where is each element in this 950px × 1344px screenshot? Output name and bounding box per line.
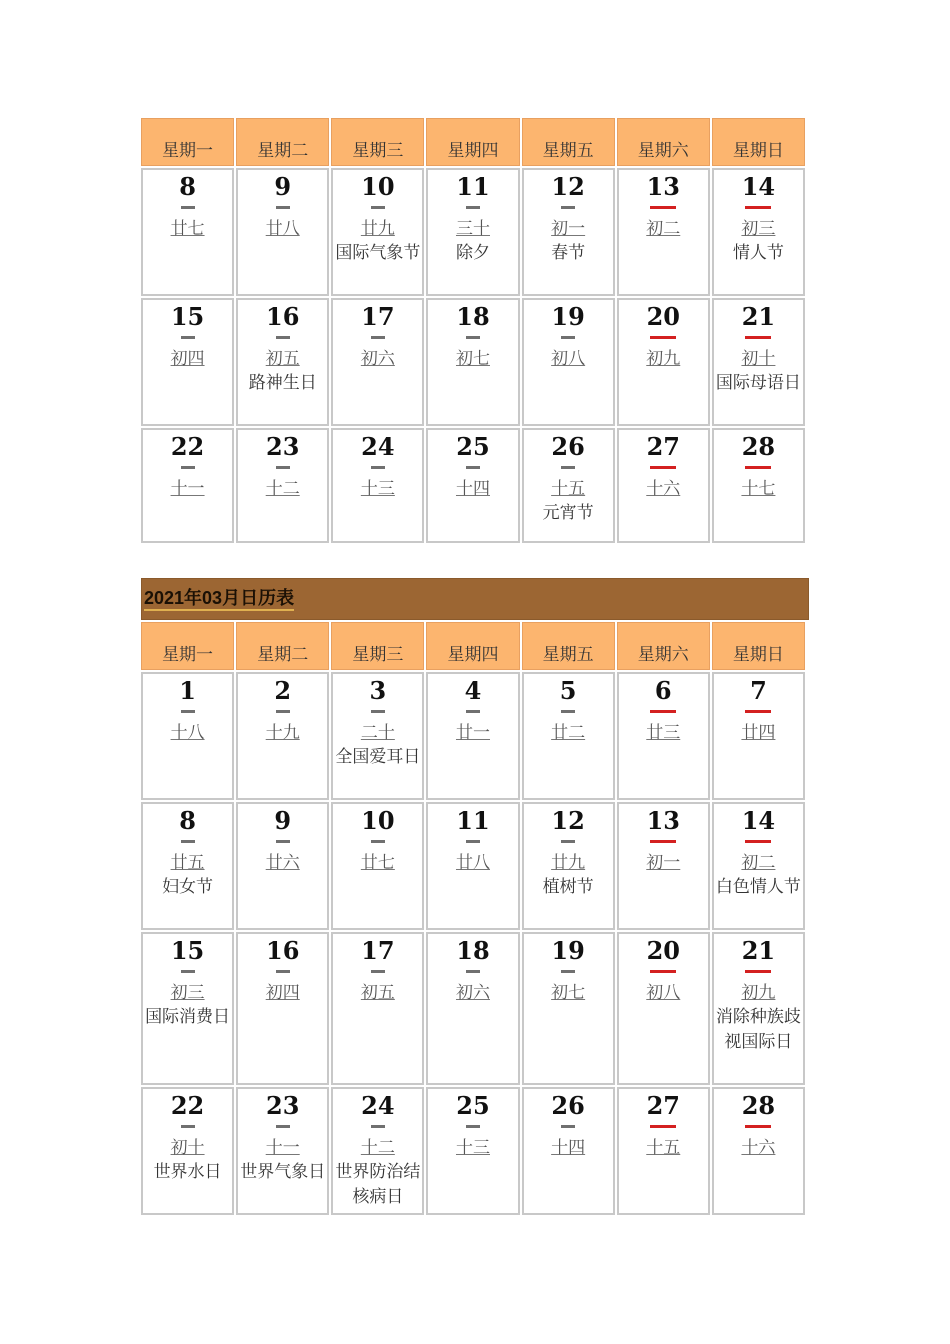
weekday-label: 星期日 (732, 141, 784, 161)
weekday-header (522, 622, 615, 670)
day-number: 17 (361, 302, 395, 331)
festival-label: 植树节 (542, 877, 594, 897)
lunar-date-link[interactable]: 十一 (170, 479, 205, 499)
day-number: 28 (741, 432, 776, 461)
day-number: 4 (464, 676, 482, 705)
day-number: 12 (551, 806, 585, 835)
lunar-date-link[interactable]: 十七 (741, 479, 776, 499)
weekday-header-row (141, 118, 805, 166)
lunar-date-link[interactable]: 十三 (455, 1138, 490, 1158)
lunar-date-link[interactable]: 廿八 (455, 853, 490, 873)
lunar-date-link[interactable]: 初七 (551, 983, 586, 1003)
weekend-marker (745, 970, 771, 973)
lunar-date-link[interactable]: 廿四 (741, 723, 776, 743)
week-row (141, 298, 805, 426)
day-number: 24 (361, 1091, 395, 1120)
day-cell[interactable] (426, 1087, 519, 1215)
weekday-header (236, 622, 329, 670)
weekday-header (617, 622, 710, 670)
day-cell[interactable] (141, 298, 234, 426)
weekend-marker (745, 710, 771, 713)
day-cell[interactable] (236, 168, 329, 296)
day-cell[interactable] (617, 1087, 710, 1215)
weekday-marker (276, 1125, 290, 1128)
lunar-date-link[interactable]: 廿七 (170, 219, 205, 239)
day-cell[interactable] (617, 168, 710, 296)
weekday-marker (276, 336, 290, 339)
weekday-label: 星期六 (637, 141, 689, 161)
day-number: 2 (274, 676, 292, 705)
festival-label: 路神生日 (248, 373, 317, 393)
day-number: 23 (266, 432, 300, 461)
day-number: 11 (456, 806, 490, 835)
day-cell[interactable] (712, 168, 805, 296)
day-cell[interactable] (522, 168, 615, 296)
day-number: 28 (741, 1091, 776, 1120)
lunar-date-link[interactable]: 十五 (646, 1138, 681, 1158)
day-number: 26 (551, 432, 585, 461)
day-cell[interactable] (617, 298, 710, 426)
weekday-marker (466, 336, 480, 339)
day-cell[interactable] (712, 672, 805, 800)
lunar-date-link[interactable]: 初十 (741, 349, 776, 369)
lunar-date-link[interactable]: 廿八 (265, 219, 300, 239)
weekday-header (141, 622, 234, 670)
day-number: 24 (361, 432, 395, 461)
day-number: 1 (179, 676, 196, 705)
weekday-header (712, 622, 805, 670)
weekday-header (141, 118, 234, 166)
day-number: 6 (654, 676, 672, 705)
lunar-date-link[interactable]: 十四 (551, 1138, 586, 1158)
day-cell[interactable] (712, 802, 805, 930)
day-cell[interactable] (712, 428, 805, 543)
march-calendar (141, 578, 809, 1217)
festival-label: 春节 (551, 243, 586, 263)
weekday-marker (561, 336, 575, 339)
weekday-marker (371, 336, 385, 339)
lunar-date-link[interactable]: 初二 (646, 219, 681, 239)
day-cell[interactable] (141, 672, 234, 800)
weekday-label: 星期一 (162, 141, 214, 161)
lunar-date-link[interactable]: 十三 (360, 479, 395, 499)
day-number: 17 (361, 936, 395, 965)
lunar-date-link[interactable]: 初三 (741, 219, 776, 239)
lunar-date-link[interactable]: 十五 (551, 479, 586, 499)
weekday-marker (466, 970, 480, 973)
day-cell[interactable] (236, 672, 329, 800)
festival-label: 世界水日 (153, 1162, 222, 1182)
day-number: 25 (456, 1091, 490, 1120)
week-row (141, 802, 805, 930)
weekend-marker (745, 1125, 771, 1128)
lunar-date-link[interactable]: 廿三 (646, 723, 681, 743)
day-number: 14 (741, 172, 776, 201)
lunar-date-link[interactable]: 廿九 (360, 219, 395, 239)
weekday-header (617, 118, 710, 166)
day-cell[interactable] (141, 802, 234, 930)
weekday-header (426, 622, 519, 670)
weekday-marker (276, 970, 290, 973)
lunar-date-link[interactable]: 十二 (265, 479, 300, 499)
day-cell[interactable] (426, 168, 519, 296)
day-cell[interactable] (331, 932, 424, 1085)
weekday-marker (561, 840, 575, 843)
lunar-date-link[interactable]: 初九 (741, 983, 776, 1003)
lunar-date-link[interactable]: 十二 (360, 1138, 395, 1158)
weekday-marker (181, 1125, 195, 1128)
day-cell[interactable] (331, 672, 424, 800)
lunar-date-link[interactable]: 初五 (265, 349, 300, 369)
day-number: 14 (741, 806, 776, 835)
lunar-date-link[interactable]: 初二 (741, 853, 776, 873)
day-cell[interactable] (236, 428, 329, 543)
weekday-marker (181, 336, 195, 339)
day-number: 3 (369, 676, 387, 705)
weekday-marker (561, 710, 575, 713)
month-title: 2021年03月日历表 (144, 588, 294, 611)
day-cell[interactable] (522, 298, 615, 426)
day-number: 16 (266, 302, 300, 331)
day-number: 27 (646, 432, 680, 461)
weekend-marker (650, 466, 676, 469)
weekday-label: 星期三 (352, 645, 404, 665)
lunar-date-link[interactable]: 十九 (265, 723, 300, 743)
festival-label: 白色情人节 (715, 877, 801, 897)
day-number: 18 (456, 302, 490, 331)
day-number: 15 (170, 302, 205, 331)
weekend-marker (650, 1125, 676, 1128)
day-number: 27 (646, 1091, 680, 1120)
lunar-date-link[interactable]: 十六 (741, 1138, 776, 1158)
day-cell[interactable] (617, 672, 710, 800)
weekday-marker (466, 840, 480, 843)
weekday-label: 星期一 (162, 645, 214, 665)
day-cell[interactable] (141, 168, 234, 296)
weekend-marker (745, 840, 771, 843)
day-cell[interactable] (712, 932, 805, 1085)
day-cell[interactable] (331, 1087, 424, 1215)
weekday-header-row (141, 622, 805, 670)
lunar-date-link[interactable]: 十四 (455, 479, 490, 499)
weekday-marker (276, 466, 290, 469)
day-number: 15 (170, 936, 205, 965)
weekday-marker (276, 840, 290, 843)
day-number: 9 (274, 172, 292, 201)
weekday-marker (561, 1125, 575, 1128)
day-cell[interactable] (426, 802, 519, 930)
day-number: 13 (646, 172, 680, 201)
day-number: 16 (266, 936, 300, 965)
weekend-marker (650, 710, 676, 713)
lunar-date-link[interactable]: 初一 (551, 219, 586, 239)
lunar-date-link[interactable]: 廿一 (455, 723, 490, 743)
day-cell[interactable] (522, 802, 615, 930)
day-number: 25 (456, 432, 490, 461)
day-cell[interactable] (617, 428, 710, 543)
day-cell[interactable] (617, 802, 710, 930)
festival-label: 情人节 (732, 243, 784, 263)
lunar-date-link[interactable]: 初三 (170, 983, 205, 1003)
day-number: 21 (741, 302, 776, 331)
lunar-date-link[interactable]: 初八 (551, 349, 586, 369)
lunar-date-link[interactable]: 初七 (455, 349, 490, 369)
day-cell[interactable] (236, 298, 329, 426)
week-row (141, 1087, 805, 1215)
day-cell[interactable] (236, 1087, 329, 1215)
festival-label: 全国爱耳日 (335, 747, 421, 767)
day-cell[interactable] (331, 428, 424, 543)
festival-label: 国际气象节 (335, 243, 421, 263)
festival-label: 国际消费日 (145, 1007, 231, 1027)
weekday-label: 星期六 (637, 645, 689, 665)
weekday-marker (371, 840, 385, 843)
february-calendar (141, 116, 809, 545)
lunar-date-link[interactable]: 廿二 (551, 723, 586, 743)
day-cell[interactable] (141, 932, 234, 1085)
weekday-header (236, 118, 329, 166)
weekday-header (426, 118, 519, 166)
weekday-marker (276, 206, 290, 209)
weekday-label: 星期二 (257, 645, 309, 665)
day-cell[interactable] (331, 168, 424, 296)
lunar-date-link[interactable]: 初五 (360, 983, 395, 1003)
weekend-marker (745, 466, 771, 469)
day-number: 11 (456, 172, 490, 201)
day-cell[interactable] (712, 298, 805, 426)
weekday-header (331, 622, 424, 670)
day-cell[interactable] (236, 932, 329, 1085)
day-number: 21 (741, 936, 776, 965)
weekday-label: 星期二 (257, 141, 309, 161)
lunar-date-link[interactable]: 十八 (170, 723, 205, 743)
day-cell[interactable] (617, 932, 710, 1085)
weekday-label: 星期三 (352, 141, 404, 161)
month-title-bar (141, 578, 809, 620)
lunar-date-link[interactable]: 初六 (360, 349, 395, 369)
day-cell[interactable] (522, 428, 615, 543)
weekday-marker (561, 970, 575, 973)
weekday-header (712, 118, 805, 166)
day-cell[interactable] (331, 298, 424, 426)
day-number: 8 (179, 172, 196, 201)
festival-label: 国际母语日 (715, 373, 801, 393)
weekday-label: 星期四 (447, 645, 499, 665)
weekday-marker (561, 466, 575, 469)
day-cell[interactable] (236, 802, 329, 930)
weekday-marker (466, 710, 480, 713)
lunar-date-link[interactable]: 廿五 (170, 853, 205, 873)
weekday-marker (466, 1125, 480, 1128)
day-cell[interactable] (426, 672, 519, 800)
lunar-date-link[interactable]: 廿七 (360, 853, 395, 873)
day-cell[interactable] (522, 1087, 615, 1215)
day-number: 23 (266, 1091, 300, 1120)
calendar-table (139, 620, 807, 1217)
day-number: 26 (551, 1091, 585, 1120)
day-number: 18 (456, 936, 490, 965)
lunar-date-link[interactable]: 三十 (455, 219, 490, 239)
lunar-date-link[interactable]: 初九 (646, 349, 681, 369)
weekend-marker (650, 970, 676, 973)
lunar-date-link[interactable]: 十一 (265, 1138, 300, 1158)
weekend-marker (650, 206, 676, 209)
lunar-date-link[interactable]: 初八 (646, 983, 681, 1003)
weekday-label: 星期五 (542, 645, 594, 665)
day-cell[interactable] (426, 932, 519, 1085)
weekend-marker (650, 336, 676, 339)
day-number: 22 (170, 432, 205, 461)
calendar-table (139, 116, 807, 545)
day-number: 20 (646, 302, 680, 331)
weekday-label: 星期四 (447, 141, 499, 161)
day-number: 10 (361, 806, 395, 835)
weekday-marker (276, 710, 290, 713)
day-cell[interactable] (522, 672, 615, 800)
day-number: 5 (559, 676, 577, 705)
day-number: 7 (750, 676, 767, 705)
day-number: 13 (646, 806, 680, 835)
weekday-marker (181, 206, 195, 209)
weekday-marker (371, 970, 385, 973)
lunar-date-link[interactable]: 廿六 (265, 853, 300, 873)
week-row (141, 168, 805, 296)
day-number: 10 (361, 172, 395, 201)
weekday-marker (466, 466, 480, 469)
festival-label: 世界气象日 (240, 1162, 326, 1182)
day-cell[interactable] (426, 298, 519, 426)
festival-label: 消除种族歧视国际日 (715, 1007, 801, 1052)
day-cell[interactable] (141, 428, 234, 543)
lunar-date-link[interactable]: 初四 (170, 349, 205, 369)
week-row (141, 428, 805, 543)
day-cell[interactable] (141, 1087, 234, 1215)
weekday-marker (466, 206, 480, 209)
week-row (141, 932, 805, 1085)
day-number: 19 (551, 302, 585, 331)
day-number: 19 (551, 936, 585, 965)
festival-label: 除夕 (455, 243, 490, 263)
weekday-marker (181, 840, 195, 843)
weekday-marker (371, 1125, 385, 1128)
day-cell[interactable] (712, 1087, 805, 1215)
weekend-marker (650, 840, 676, 843)
weekday-marker (371, 466, 385, 469)
weekday-marker (181, 710, 195, 713)
weekday-marker (371, 710, 385, 713)
weekday-marker (561, 206, 575, 209)
day-cell[interactable] (522, 932, 615, 1085)
weekday-label: 星期日 (732, 645, 784, 665)
day-number: 8 (179, 806, 196, 835)
weekday-header (331, 118, 424, 166)
weekday-label: 星期五 (542, 141, 594, 161)
weekend-marker (745, 206, 771, 209)
week-row (141, 672, 805, 800)
weekday-marker (181, 466, 195, 469)
day-number: 12 (551, 172, 585, 201)
day-number: 20 (646, 936, 680, 965)
lunar-date-link[interactable]: 初四 (265, 983, 300, 1003)
weekday-header (522, 118, 615, 166)
lunar-date-link[interactable]: 初一 (646, 853, 681, 873)
lunar-date-link[interactable]: 二十 (360, 723, 395, 743)
day-number: 22 (170, 1091, 205, 1120)
weekend-marker (745, 336, 771, 339)
weekday-marker (371, 206, 385, 209)
day-cell[interactable] (331, 802, 424, 930)
festival-label: 妇女节 (162, 877, 214, 897)
lunar-date-link[interactable]: 十六 (646, 479, 681, 499)
lunar-date-link[interactable]: 廿九 (551, 853, 586, 873)
day-number: 9 (274, 806, 292, 835)
lunar-date-link[interactable]: 初六 (455, 983, 490, 1003)
weekday-marker (181, 970, 195, 973)
festival-label: 元宵节 (542, 503, 594, 523)
lunar-date-link[interactable]: 初十 (170, 1138, 205, 1158)
day-cell[interactable] (426, 428, 519, 543)
festival-label: 世界防治结核病日 (335, 1162, 421, 1207)
